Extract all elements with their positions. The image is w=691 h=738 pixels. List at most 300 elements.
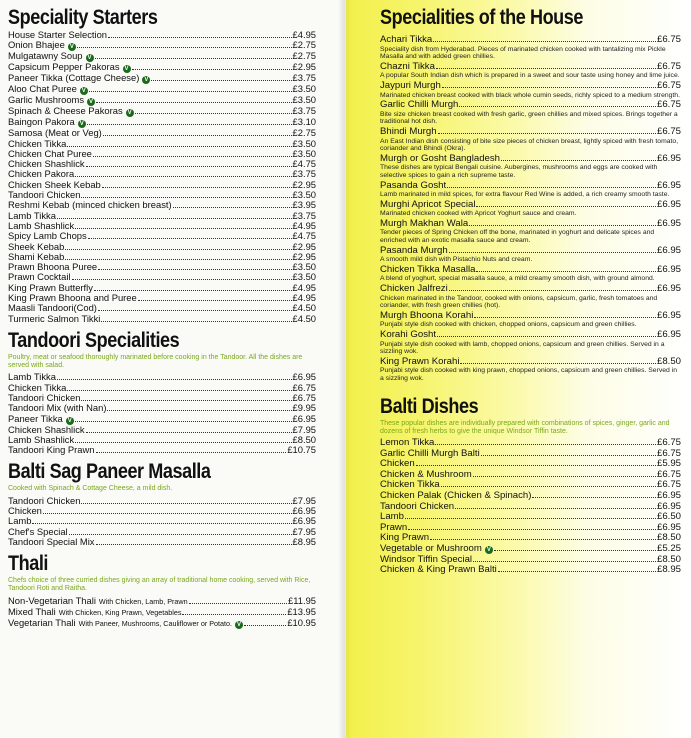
item-price: £5.95	[656, 458, 681, 470]
dot-leader	[32, 523, 291, 524]
item-name: Lamb Tikka	[8, 371, 56, 383]
dot-leader	[449, 252, 656, 253]
dot-leader	[408, 529, 656, 530]
item-name: Paneer Tikka	[8, 412, 63, 424]
dot-leader	[436, 68, 656, 69]
dot-leader	[93, 156, 292, 157]
item-name: Tandoori Chicken	[380, 500, 455, 512]
dot-leader	[65, 249, 291, 250]
vegetarian-icon: V	[69, 44, 74, 51]
item-description: Lamb marinated in mild spices, for extra flavour Red Wine is added, a rich creamy smooth taste.	[380, 191, 670, 199]
menu-item	[380, 219, 681, 230]
item-name: Murgh Bhoona Korahi	[380, 309, 474, 321]
menu-item	[380, 491, 681, 502]
section-title: Balti Sag Paneer Masalla	[8, 460, 211, 484]
section-description: Cooked with Spinach & Cottage Cheese, a mild dish.	[8, 485, 173, 493]
dot-leader	[96, 102, 291, 103]
section-title: Specialities of the House	[380, 6, 584, 29]
section-title: Balti Dishes	[380, 394, 479, 418]
item-price: £2.75	[292, 50, 316, 62]
dot-leader	[449, 290, 656, 291]
item-name: Chicken Tikka Masalla	[380, 263, 476, 275]
item-price: £6.95	[656, 489, 681, 501]
balti-sag-list	[8, 496, 316, 547]
item-name: Samosa (Meat or Veg)	[8, 127, 102, 139]
item-name: Prawn Cocktail	[8, 271, 71, 283]
dot-leader	[476, 206, 656, 207]
item-price: £3.50	[292, 147, 316, 159]
dot-leader	[43, 513, 292, 514]
item-price: £2.95	[292, 250, 316, 262]
item-price: £3.75	[292, 72, 316, 84]
item-name: Tandoori Chicken	[8, 494, 81, 506]
menu-item	[380, 565, 681, 576]
vegetarian-icon: V	[127, 110, 132, 117]
item-name: Murgh or Gosht Bangladesh	[380, 152, 500, 164]
item-price: £6.50	[656, 511, 681, 523]
item-price: £4.50	[292, 302, 316, 314]
item-name: Lamb Tikka	[8, 209, 56, 221]
item-description: These dishes are typical Bengali cuisine. Aubergines, mushrooms and eggs are cooked with selective spices to gain a rich supreme taste.	[380, 164, 658, 179]
item-name: Aloo Chat Puree	[8, 83, 77, 95]
section-title: Speciality Starters	[8, 6, 158, 29]
menu-item	[380, 284, 681, 295]
item-name: Windsor Tiffin Special	[380, 553, 473, 565]
item-name: Reshmi Kebab (minced chicken breast)	[8, 199, 172, 211]
menu-item	[380, 311, 681, 322]
dot-leader	[89, 91, 292, 92]
house-menu-item	[380, 127, 681, 153]
item-name: Tandoori Mix (with Nan)	[8, 402, 107, 414]
item-name: Spinach & Cheese Pakoras	[8, 105, 123, 117]
vegetarian-icon: V	[81, 88, 86, 95]
dot-leader	[430, 539, 656, 540]
dot-leader	[102, 187, 292, 188]
item-name: House Starter Selection	[8, 29, 108, 40]
item-name: Achari Tikka	[380, 34, 433, 45]
item-name: Bhindi Murgh	[380, 125, 437, 137]
item-subtext: With Chicken, King Prawn, Vegetables	[58, 607, 182, 617]
house-menu-item	[380, 246, 681, 264]
item-description: Bite size chicken breast cooked with fresh garlic, green chillies and mixed spices. Brings together a traditional hot dish.	[380, 110, 678, 126]
item-price: £3.50	[292, 271, 316, 283]
item-price: £6.95	[656, 244, 681, 256]
dot-leader	[86, 166, 292, 167]
item-price: £3.50	[292, 83, 316, 95]
dot-leader	[132, 69, 292, 70]
item-name: Lamb Shashlick	[8, 219, 75, 231]
dot-leader	[437, 336, 656, 337]
dot-leader	[108, 37, 292, 38]
item-price: £3.75	[292, 209, 316, 221]
house-menu-item	[380, 62, 681, 80]
item-name: Chicken & King Prawn Balti	[380, 564, 497, 576]
item-name: Jaypuri Murgh	[380, 79, 441, 91]
item-description: Marinated chicken breast cooked with black whole cumin seeds, richly spiced to a medium strength.	[380, 91, 680, 99]
vegetarian-icon: V	[144, 77, 149, 84]
dot-leader	[75, 176, 291, 177]
dot-leader	[138, 300, 292, 301]
item-price: £4.95	[292, 219, 316, 231]
dot-leader	[65, 259, 291, 260]
item-name: Turmeric Salmon Tikki	[8, 312, 101, 324]
balti-list	[380, 438, 681, 576]
dot-leader	[473, 561, 656, 562]
dot-leader	[501, 160, 656, 161]
item-price: £6.75	[656, 79, 681, 91]
item-price: £6.95	[292, 371, 316, 383]
item-name: Shami Kebab	[8, 250, 65, 262]
item-price: £6.75	[656, 125, 681, 137]
dot-leader	[405, 518, 656, 519]
item-price: £6.95	[292, 412, 316, 424]
item-name: Capsicum Pepper Pakoras	[8, 61, 120, 73]
vegetarian-icon: V	[79, 121, 84, 128]
item-price: £2.95	[292, 240, 316, 252]
house-menu-item	[380, 100, 681, 126]
dot-leader	[433, 41, 656, 42]
item-description: An East Indian dish consisting of bite size pieces of chicken breast, lightly spiced with fresh tomato, coriander and Bhindi (Okra).	[380, 137, 679, 153]
right-page	[346, 0, 691, 738]
item-price: £6.95	[656, 263, 681, 275]
item-name: Chicken Jalfrezi	[380, 283, 448, 295]
item-price: £4.95	[292, 281, 316, 293]
dot-leader	[107, 410, 291, 411]
item-price: £2.95	[292, 178, 316, 190]
dot-leader	[189, 603, 287, 604]
dot-leader	[98, 269, 291, 270]
dot-leader	[481, 455, 656, 456]
menu-item	[380, 544, 681, 555]
item-name: Lamb	[380, 511, 404, 523]
item-description: Punjabi style dish cooked with king prawn, chopped onions, capsicum and green chillies. Served in a sizzling wok.	[380, 367, 677, 382]
item-price: £6.95	[656, 283, 681, 295]
thali-section	[8, 552, 316, 629]
item-price: £10.75	[287, 444, 316, 456]
item-name: Paneer Tikka (Cottage Cheese)	[8, 72, 140, 84]
item-price: £6.75	[656, 99, 681, 111]
item-name: Chicken Palak (Chicken & Spinach)	[380, 489, 532, 501]
dot-leader	[435, 444, 656, 445]
vegetarian-icon: V	[124, 66, 129, 73]
item-price: £7.95	[292, 423, 316, 435]
item-name: Tandoori Chicken	[8, 391, 81, 403]
menu-item	[380, 330, 681, 341]
house-menu-item	[380, 330, 681, 356]
item-price: £5.25	[656, 542, 681, 554]
item-description: Speciality dish from Hyderabad. Pieces of marinated chicken cooked with tantalizing mix Pickle Masalla and with added green chillies.	[380, 45, 666, 61]
item-name: Chicken Tikka	[380, 479, 440, 491]
dot-leader	[96, 544, 292, 545]
menu-item	[8, 314, 316, 324]
item-name: Prawn Bhoona Puree	[8, 261, 98, 273]
vegetarian-icon: V	[87, 55, 92, 62]
dot-leader	[96, 452, 287, 453]
dot-leader	[87, 124, 292, 125]
item-name: Mixed Thali	[8, 605, 56, 617]
item-price: £6.95	[656, 521, 681, 533]
vegetarian-icon: V	[486, 546, 491, 553]
item-name: King Prawn Bhoona and Puree	[8, 292, 137, 304]
item-name: Mulgatawny Soup	[8, 50, 83, 62]
dot-leader	[57, 379, 292, 380]
item-name: Maasli Tandoori(Cod)	[8, 302, 97, 314]
dot-leader	[441, 486, 656, 487]
house-menu-item	[380, 357, 681, 383]
item-name: Lamb	[8, 515, 32, 527]
item-name: Garlic Chilli Murgh Balti	[380, 447, 480, 459]
dot-leader	[81, 400, 291, 401]
item-price: £6.75	[656, 468, 681, 480]
house-menu-item	[380, 81, 681, 99]
balti-sag-paneer-section	[8, 460, 316, 547]
item-description: Marinated chicken cooked with Apricot Yoghurt sauce and cream.	[380, 210, 577, 218]
item-name: Tandoori Chicken	[8, 189, 81, 201]
house-menu-item	[380, 311, 681, 329]
tandoori-list	[8, 372, 316, 455]
item-name: Chicken Tikka	[8, 381, 67, 393]
item-price: £6.95	[656, 217, 681, 229]
vegetarian-icon: V	[236, 622, 241, 629]
item-name: Sheek Kebab	[8, 240, 65, 252]
house-menu-item	[380, 265, 681, 283]
item-name: Chazni Tikka	[380, 60, 435, 72]
item-price: £4.75	[292, 230, 316, 242]
house-menu-item	[380, 219, 681, 245]
item-description: Punjabi style dish cooked with chicken, chopped onions, capsicum and green chillies.	[380, 321, 637, 329]
item-name: Lamb Shashlick	[8, 433, 75, 445]
item-name: King Prawn Butterfly	[8, 281, 93, 293]
menu-item	[380, 357, 681, 368]
item-name: Chicken Shashlick	[8, 423, 85, 435]
dot-leader	[81, 197, 291, 198]
menu-item	[8, 516, 316, 526]
thali-list	[8, 596, 316, 630]
menu-item	[8, 537, 316, 547]
dot-leader	[476, 271, 656, 272]
item-price: £8.50	[656, 553, 681, 565]
item-name: King Prawn	[380, 532, 430, 544]
house-menu-item	[380, 154, 681, 180]
menu-item	[8, 414, 316, 425]
item-name: Chef's Special	[8, 525, 68, 537]
dot-leader	[88, 238, 292, 239]
item-price: £8.50	[656, 355, 681, 367]
item-name: Vegetable or Mushroom	[380, 542, 482, 554]
dot-leader	[498, 571, 656, 572]
item-name: Garlic Mushrooms	[8, 94, 85, 106]
dot-leader	[151, 80, 291, 81]
item-subtext: With Chicken, Lamb, Prawn	[98, 596, 188, 606]
menu-item	[380, 35, 681, 46]
item-price: £8.50	[656, 532, 681, 544]
item-description: A smooth mild dish with Pistachio Nuts and cream.	[380, 256, 533, 264]
item-price: £6.75	[656, 447, 681, 459]
dot-leader	[460, 363, 656, 364]
item-name: Murgh Makhan Wala	[380, 217, 469, 229]
menu-item	[8, 496, 316, 506]
item-name: Pasanda Gosht	[380, 179, 447, 191]
section-description: These popular dishes are individually prepared with combinations of spices, ginger, garlic and dozens of fresh herbs to give the unique Windsor Tiffin taste.	[380, 419, 670, 435]
dot-leader	[244, 625, 286, 626]
item-price: £7.95	[292, 494, 316, 506]
dot-leader	[94, 290, 292, 291]
item-price: £3.10	[292, 116, 316, 128]
item-price: £11.95	[288, 594, 316, 606]
item-price: £2.75	[292, 39, 316, 51]
item-name: Prawn	[380, 521, 408, 533]
speciality-starters-section	[8, 6, 316, 324]
item-price: £8.95	[292, 535, 316, 547]
dot-leader	[75, 228, 291, 229]
menu-item	[380, 81, 681, 92]
section-title: Thali	[8, 552, 49, 576]
dot-leader	[95, 58, 292, 59]
item-price: £3.95	[292, 199, 316, 211]
menu-item	[8, 506, 316, 516]
item-price: £13.95	[287, 605, 316, 617]
dot-leader	[67, 146, 291, 147]
dot-leader	[416, 465, 656, 466]
item-description: Punjabi style dish cooked with lamb, chopped onions, capsicum and green chillies. Served in a sizzling wok.	[380, 340, 665, 356]
menu-item	[380, 502, 681, 513]
item-price: £9.95	[292, 402, 316, 414]
vegetarian-icon: V	[89, 99, 94, 106]
item-name: Chicken Shashlick	[8, 158, 85, 170]
dot-leader	[135, 113, 292, 114]
menu-item	[380, 512, 681, 523]
item-price: £8.50	[292, 433, 316, 445]
section-description: Chefs choice of three curried dishes giving an array of traditional home cooking, served with Rice, Tandoori Roti and Raitha.	[8, 577, 311, 593]
dot-leader	[75, 442, 291, 443]
dot-leader	[103, 135, 292, 136]
item-price: £3.75	[292, 105, 316, 117]
item-price: £6.95	[656, 179, 681, 191]
dot-leader	[455, 508, 656, 509]
section-title: Tandoori Specialities	[8, 328, 180, 352]
item-name: Garlic Chilli Murgh	[380, 99, 459, 111]
dot-leader	[442, 87, 656, 88]
house-list	[380, 35, 681, 383]
dot-leader	[98, 310, 292, 311]
item-name: Lemon Tikka	[380, 436, 435, 448]
menu-item	[380, 127, 681, 138]
dot-leader	[447, 187, 656, 188]
item-name: Chicken	[380, 458, 415, 470]
dot-leader	[67, 390, 291, 391]
item-price: £6.95	[656, 500, 681, 512]
item-name: Onion Bhajee	[8, 39, 65, 51]
house-menu-item	[380, 284, 681, 310]
item-price: £6.95	[656, 329, 681, 340]
item-subtext: With Paneer, Mushrooms, Cauliflower or Potato.	[78, 619, 232, 629]
item-price: £3.75	[292, 168, 316, 180]
dot-leader	[494, 550, 656, 551]
item-price: £6.95	[292, 504, 316, 516]
item-price: £6.75	[656, 34, 681, 45]
dot-leader	[57, 218, 292, 219]
menu-item	[380, 62, 681, 73]
item-name: Baingon Pakora	[8, 116, 75, 128]
menu-item	[380, 246, 681, 257]
item-price: £4.50	[292, 312, 316, 324]
item-price: £6.75	[656, 479, 681, 491]
item-price: £6.75	[656, 60, 681, 72]
menu-item	[380, 154, 681, 165]
starters-list	[8, 30, 316, 324]
dot-leader	[75, 421, 292, 422]
item-name: Vegetarian Thali	[8, 617, 76, 629]
dot-leader	[69, 534, 292, 535]
item-description: A blend of yoghurt, special masalla sauce, a mild creamy smooth dish, with ground almond.	[380, 275, 655, 283]
item-price: £3.50	[292, 261, 316, 273]
item-price: £6.95	[656, 309, 681, 321]
item-price: £3.50	[292, 137, 316, 149]
dot-leader	[77, 47, 292, 48]
dot-leader	[459, 106, 656, 107]
menu-item	[380, 449, 681, 460]
item-name: Tandoori Special Mix	[8, 535, 95, 547]
specialities-of-the-house-section	[380, 6, 681, 383]
item-description: Chicken marinated in the Tandoor, cooked with onions, capsicum, garlic, fresh tomatoes and coriander, with fresh green chillies (hot).	[380, 294, 658, 310]
house-menu-item	[380, 181, 681, 199]
section-description: Poultry, meat or seafood thoroughly marinated before cooking in the Tandoor. All the dishes are served with salad.	[8, 353, 303, 370]
item-price: £6.75	[292, 381, 316, 393]
item-description: A popular South Indian dish which is prepared in a sweet and sour taste using honey and lime juice.	[380, 72, 680, 80]
house-menu-item	[380, 200, 681, 218]
item-name: Murghi Apricot Special	[380, 198, 476, 210]
dot-leader	[469, 225, 656, 226]
item-price: £10.95	[287, 617, 316, 629]
house-menu-item	[380, 35, 681, 61]
dot-leader	[101, 321, 291, 322]
item-name: Non-Vegetarian Thali	[8, 594, 96, 606]
dot-leader	[86, 432, 292, 433]
item-price: £6.95	[292, 515, 316, 527]
item-price: £6.95	[656, 152, 681, 164]
menu-item	[8, 445, 316, 455]
menu-item	[8, 618, 316, 629]
item-price: £4.75	[292, 158, 316, 170]
dot-leader	[473, 476, 656, 477]
item-name: Chicken Pakora	[8, 168, 75, 180]
dot-leader	[173, 207, 292, 208]
item-price: £6.75	[656, 436, 681, 448]
menu-item	[8, 403, 316, 413]
menu-item	[380, 265, 681, 276]
dot-leader	[81, 503, 291, 504]
item-price: £7.95	[292, 525, 316, 537]
dot-leader	[182, 614, 286, 615]
menu-item	[380, 181, 681, 192]
item-price: £4.95	[292, 29, 316, 40]
item-price: £8.95	[656, 564, 681, 576]
balti-dishes-section	[380, 395, 681, 576]
item-price: £3.50	[292, 189, 316, 201]
dot-leader	[72, 279, 292, 280]
item-name: King Prawn Korahi	[380, 355, 460, 367]
menu-item	[380, 200, 681, 211]
item-price: £6.95	[656, 198, 681, 210]
item-name: Chicken Sheek Kebab	[8, 178, 101, 190]
item-description: Tender pieces of Spring Chicken off the bone, marinated in yoghurt and delicate spices and enriched with an exotic masalla sauce and cream.	[380, 229, 655, 245]
item-name: Pasanda Murgh	[380, 244, 448, 256]
vegetarian-icon: V	[67, 417, 72, 424]
item-name: Korahi Gosht	[380, 329, 436, 340]
item-price: £3.50	[292, 94, 316, 106]
menu-item	[380, 438, 681, 449]
menu-item	[380, 100, 681, 111]
